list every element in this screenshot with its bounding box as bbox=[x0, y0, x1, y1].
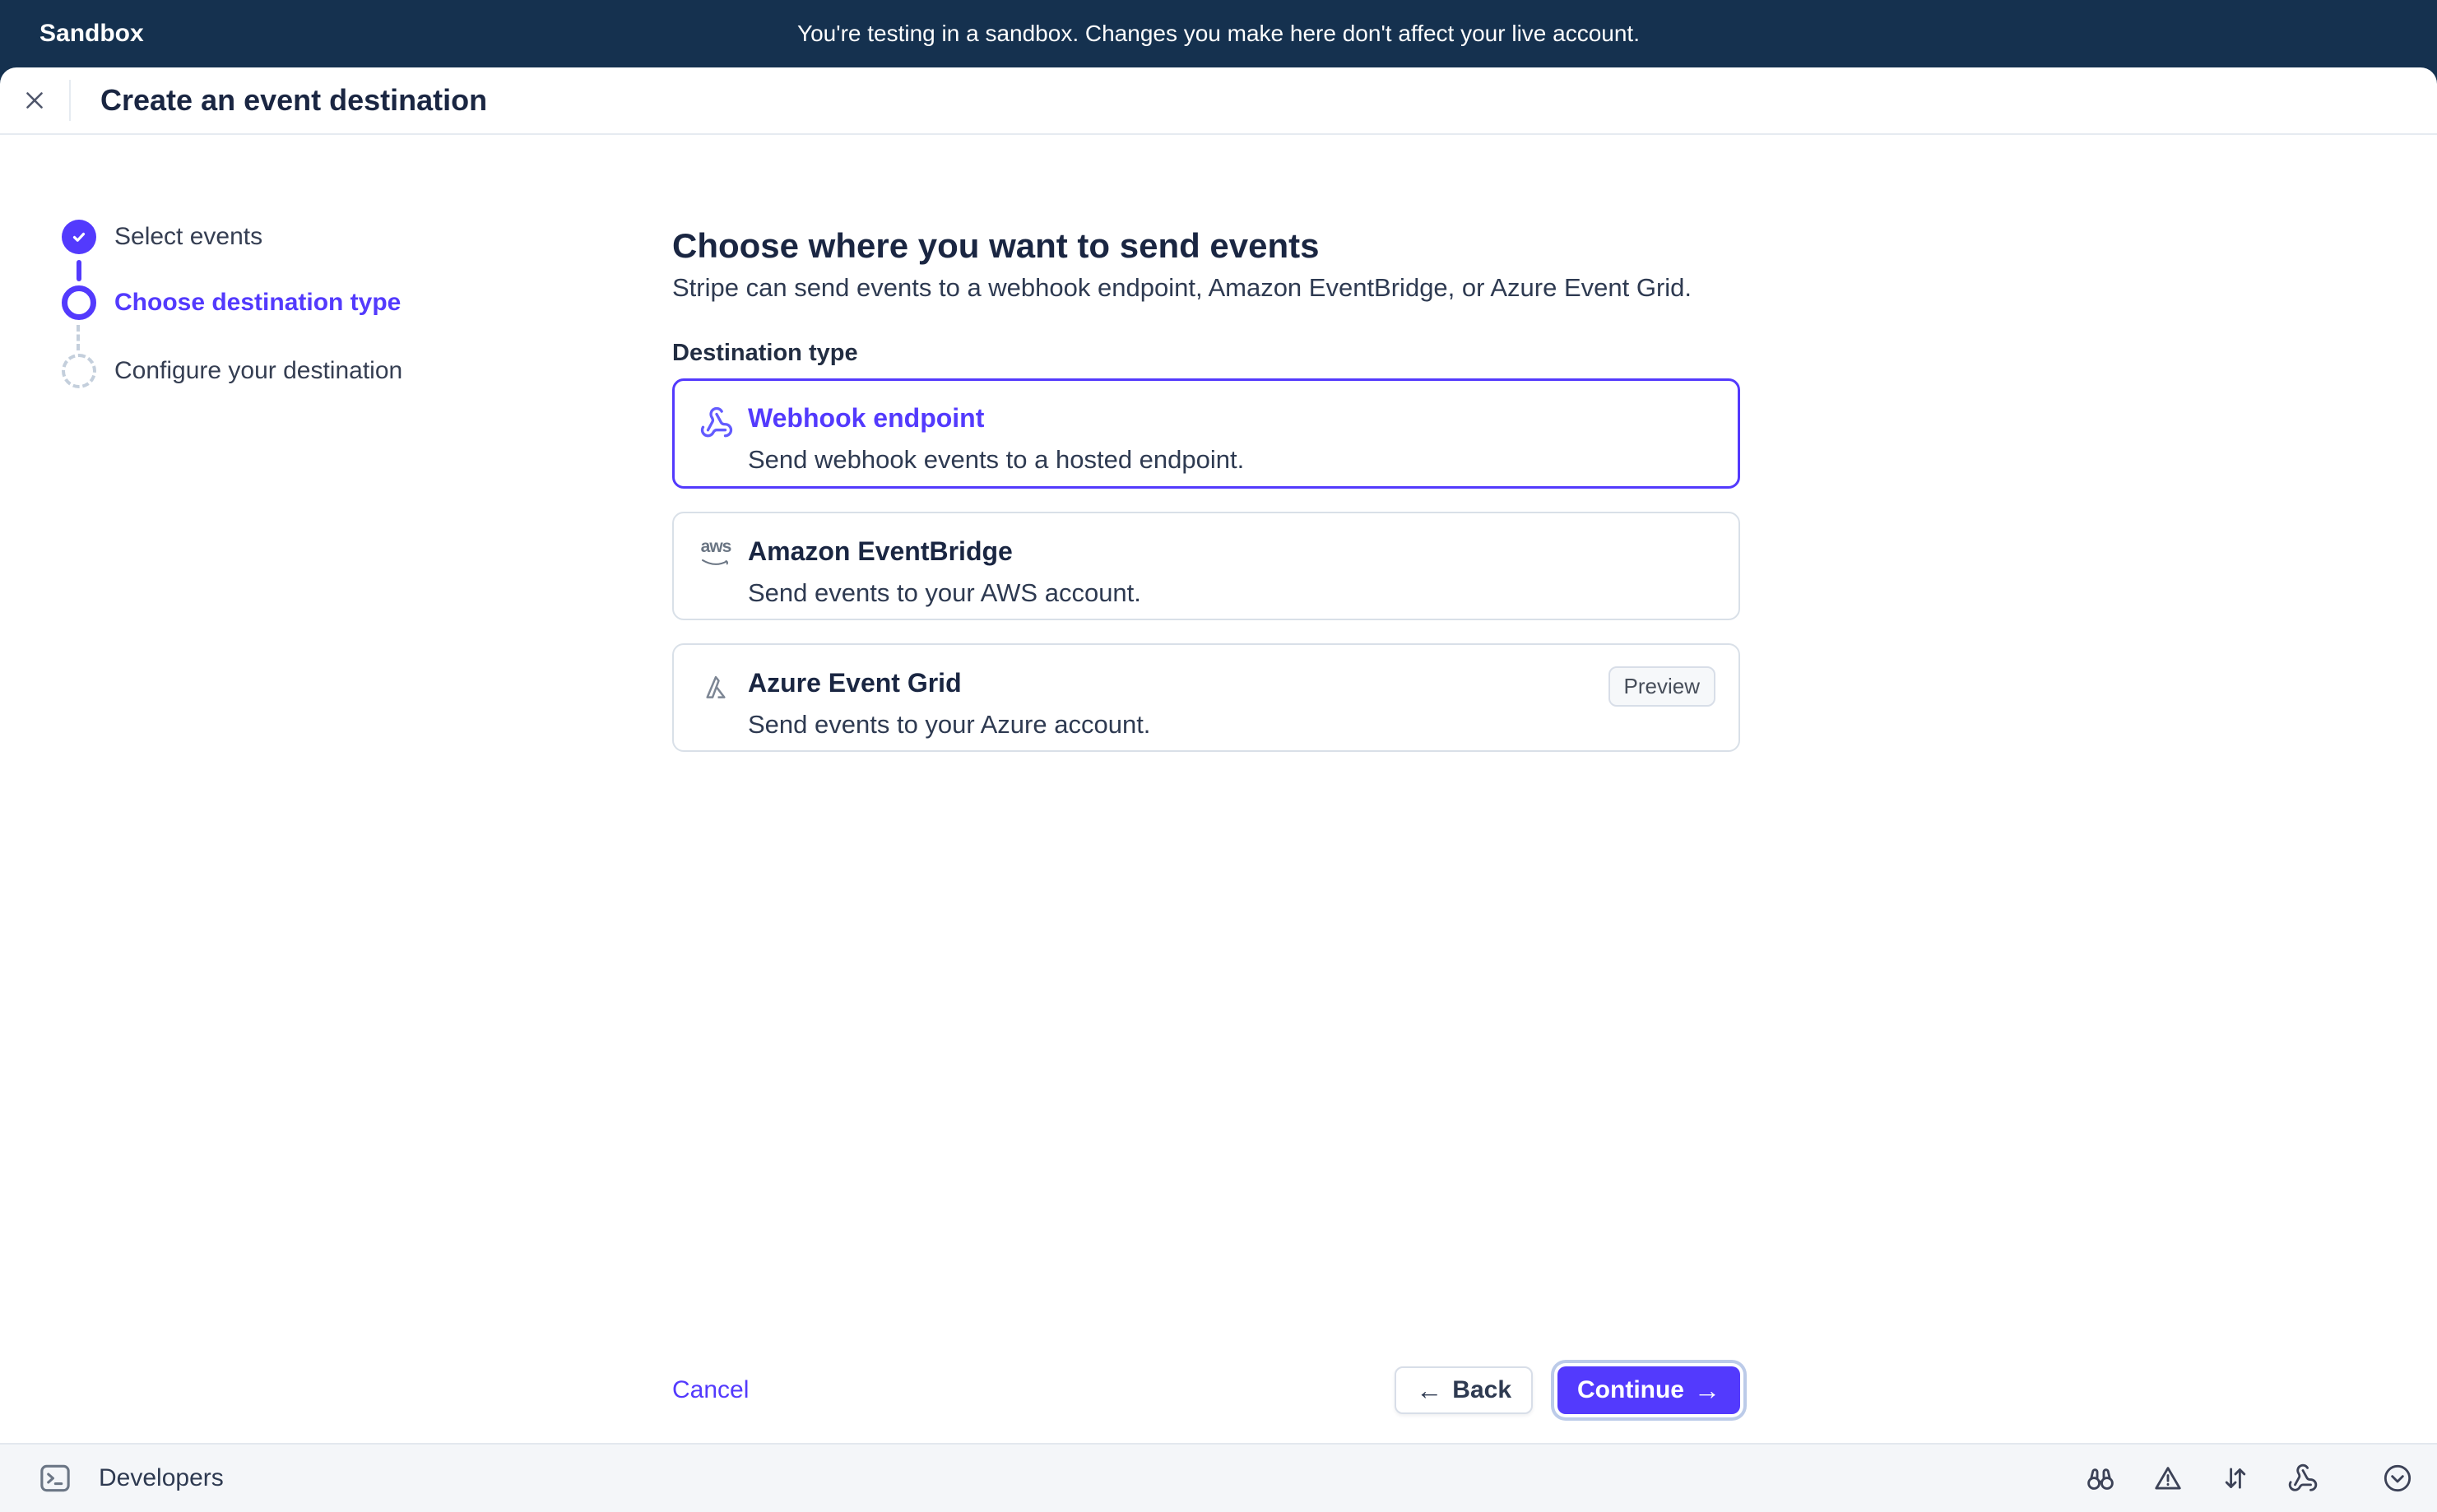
main-content bbox=[672, 226, 1740, 752]
close-icon bbox=[21, 86, 49, 114]
azure-icon bbox=[699, 670, 733, 704]
step-active-icon bbox=[62, 285, 96, 320]
step-label: Select events bbox=[114, 223, 263, 250]
step-choose-destination-type[interactable] bbox=[62, 285, 401, 320]
webhook-icon[interactable] bbox=[2287, 1463, 2319, 1494]
destination-type-label: Destination type bbox=[672, 340, 858, 366]
cancel-button[interactable]: Cancel bbox=[672, 1376, 750, 1403]
binoculars-icon[interactable] bbox=[2085, 1463, 2116, 1494]
back-button[interactable] bbox=[1395, 1366, 1533, 1414]
aws-wordmark: aws bbox=[700, 536, 731, 556]
footer-icon-group bbox=[2085, 1462, 2414, 1495]
close-button[interactable] bbox=[0, 67, 69, 134]
chevron-down-circle-icon[interactable] bbox=[2381, 1462, 2414, 1495]
step-label: Configure your destination bbox=[114, 357, 403, 384]
continue-button[interactable] bbox=[1557, 1366, 1740, 1414]
step-select-events[interactable] bbox=[62, 220, 262, 254]
developers-button[interactable] bbox=[36, 1460, 224, 1496]
developers-footer-bar bbox=[0, 1443, 2437, 1512]
option-description: Send events to your AWS account. bbox=[748, 578, 1141, 607]
page-title: Create an event destination bbox=[100, 83, 488, 117]
modal-sheet bbox=[0, 67, 2437, 1512]
sandbox-message: You're testing in a sandbox. Changes you make here don't affect your live account. bbox=[796, 21, 1640, 46]
warning-icon[interactable] bbox=[2152, 1463, 2184, 1494]
sandbox-label: Sandbox bbox=[39, 20, 144, 47]
transfer-arrows-icon[interactable] bbox=[2220, 1463, 2251, 1494]
option-description: Send webhook events to a hosted endpoint. bbox=[748, 445, 1245, 474]
stepper-connector-complete bbox=[77, 260, 81, 281]
header-divider bbox=[69, 80, 71, 121]
actions-bar bbox=[672, 1366, 1740, 1414]
option-title: Azure Event Grid bbox=[748, 668, 962, 698]
webhook-icon bbox=[699, 406, 734, 440]
option-amazon-eventbridge[interactable] bbox=[672, 512, 1740, 620]
arrow-left-icon: ← bbox=[1416, 1375, 1443, 1405]
back-button-label: Back bbox=[1452, 1376, 1512, 1403]
option-description: Send events to your Azure account. bbox=[748, 710, 1151, 739]
developers-label: Developers bbox=[99, 1464, 224, 1491]
step-configure-destination[interactable] bbox=[62, 354, 402, 388]
main-heading: Choose where you want to send events bbox=[672, 226, 1320, 265]
main-subheading: Stripe can send events to a webhook endpoint, Amazon EventBridge, or Azure Event Grid. bbox=[672, 273, 1692, 302]
option-title: Amazon EventBridge bbox=[748, 536, 1013, 566]
continue-button-label: Continue bbox=[1577, 1376, 1684, 1403]
option-azure-event-grid[interactable] bbox=[672, 643, 1740, 752]
step-complete-icon bbox=[62, 220, 96, 254]
step-upcoming-icon bbox=[62, 354, 96, 388]
preview-badge: Preview bbox=[1608, 666, 1715, 707]
arrow-right-icon: → bbox=[1694, 1375, 1720, 1405]
step-label: Choose destination type bbox=[114, 289, 402, 316]
terminal-icon bbox=[36, 1460, 74, 1496]
option-webhook-endpoint[interactable] bbox=[672, 378, 1740, 489]
modal-header bbox=[0, 67, 2437, 135]
option-title: Webhook endpoint bbox=[748, 403, 985, 433]
stepper-connector-upcoming bbox=[77, 325, 80, 350]
aws-icon bbox=[699, 538, 733, 573]
sandbox-banner bbox=[0, 0, 2437, 67]
